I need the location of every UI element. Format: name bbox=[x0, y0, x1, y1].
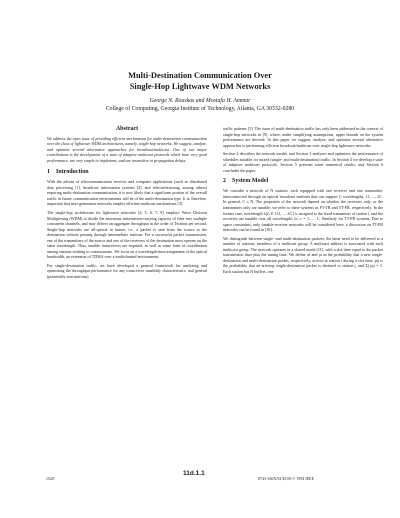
left-column bbox=[47, 125, 207, 283]
page-number: 1520 bbox=[46, 476, 54, 481]
section-heading-system-model bbox=[223, 177, 383, 185]
copyright-notice: 0743-166X/94 $3.00 © 1994 IEEE bbox=[258, 476, 315, 481]
section-number: 1 bbox=[47, 169, 50, 176]
paragraph: Section 2 describes the network model, and Section 3 analyzes and optimizes the performance of schedules suitable for mixed (single- and multi-destination) traffic. In Section 4 we develop a suite of adaptive multicast protocols. Section 5 presents some numerical results, and Section 6 concludes the paper. bbox=[223, 151, 383, 173]
paragraph: We consider a network of N stations, each equipped with one receiver and one transmitter, interconnected through an optical broadcast medium that can support C wavelengths, λ1, ..., λC. In general, C ≤ N. The properties of the network depend on whether the receivers only, or the transmitters only are tunable; we refer to these systems as FT-TR and TT-FR, respectively. In the former case, wavelength λ(i) ∈ {λ1, ..., λC} is assigned to the fixed transmitter of station i, and the receivers are tunable over all wavelengths λc, c = 1, ..., C. Similarly for TT-FR systems. Due to space constraints, only tunable-receiver networks will be considered here; a discussion on TT-FR networks can be found in [10]. bbox=[223, 188, 383, 233]
paragraph: We distinguish between single- and multi-destination packets; the latter need to be delivered to a number of stations, members of a multicast group. A multicast address is associated with each multicast group. The network operates in a slotted mode [11], with a slot time equal to the packet transmission time plus the tuning time. We define σi and ρi as the probability that a new single-destination and multi-destination packet, respectively, arrives at station i during a slot time. pij is the probability that an arriving single-destination packet is destined to station j, and Σj pij = 1. Each station has N buffers, one bbox=[223, 235, 383, 275]
section-number: 2 bbox=[223, 178, 226, 185]
paper-title bbox=[40, 70, 360, 92]
title-line-1: Multi-Destination Communication Over bbox=[128, 71, 272, 80]
affiliation: College of Computing, Georgia Institute of Technology, Atlanta, GA 30332-0280 bbox=[105, 106, 295, 112]
section-title: Introduction bbox=[56, 169, 89, 176]
paragraph: With the advent of telecommunication services and computer applications (such as distributed data processing [1], broadcast information systems [2], and teleconferencing, among others) requiring multi-destination communication, it is now likely that a significant portion of the overall traffic in future communication environments will be of the multi-destination type. It is, therefore, important that next-generation networks employ efficient multicast mechanisms [3]. bbox=[47, 179, 207, 207]
author-names: George N. Rouskas and Mostafa H. Ammar bbox=[149, 98, 251, 104]
author-block bbox=[40, 97, 360, 113]
section-title: System Model bbox=[232, 178, 269, 185]
session-label: 11d.1.1 bbox=[183, 470, 205, 477]
paragraph: The single-hop architecture for lightwave networks [4, 5, 6, 7, 8] employs Wave Division Multiplexing (WDM) to divide the enormous information-carrying capacity of fiber into multiple concurrent channels, and may deliver an aggregate throughput in the order of Terabits per second. Single-hop networks are all-optical in nature, i.e., a packet is sent from the source to the destination without passing through intermediate stations. For a successful packet transmission, one of the transmitters of the source and one of the receivers of the destination must operate on the same wavelength. Thus, tunable transceivers are required, as well as some form of coordination among stations wishing to communicate. We focus on a wavelength-time assignment of the optical bandwidth, an extension of TDMA over a multichannel environment. bbox=[47, 210, 207, 260]
abstract-heading: Abstract bbox=[115, 126, 139, 132]
paragraph: For single-destination traffic, we have developed a general framework for analyzing and optimizing the throughput performance for any transceiver tunability characteristics, and general (potentially non-uniform) bbox=[47, 262, 207, 280]
title-line-2: Single-Hop Lightwave WDM Networks bbox=[129, 82, 271, 91]
paragraph: traffic patterns [5]. The issue of multi-destination traffic has only been addressed in the context of single-hop networks in [9], where, under simplifying assumptions, upper bounds on the system performance are derived. In this paper we suggest, analyze, and optimize several alternative approaches to performing efficient broadcast/multicast over single-hop lightwave networks. bbox=[223, 126, 383, 148]
abstract-text: We address the open issue of providing efficient mechanisms for multi-destination communication over the class of lightwave WDM architectures, namely, single-hop networks. We suggest, analyze, and optimize several alternative approaches for broadcast/multicast. One of our major contributions is the development of a suite of adaptive multicast protocols which have very good performance, are very simple to implement, and are insensitive to propagation delays. bbox=[47, 135, 207, 163]
section-heading-introduction bbox=[47, 168, 207, 176]
right-column bbox=[223, 126, 383, 278]
